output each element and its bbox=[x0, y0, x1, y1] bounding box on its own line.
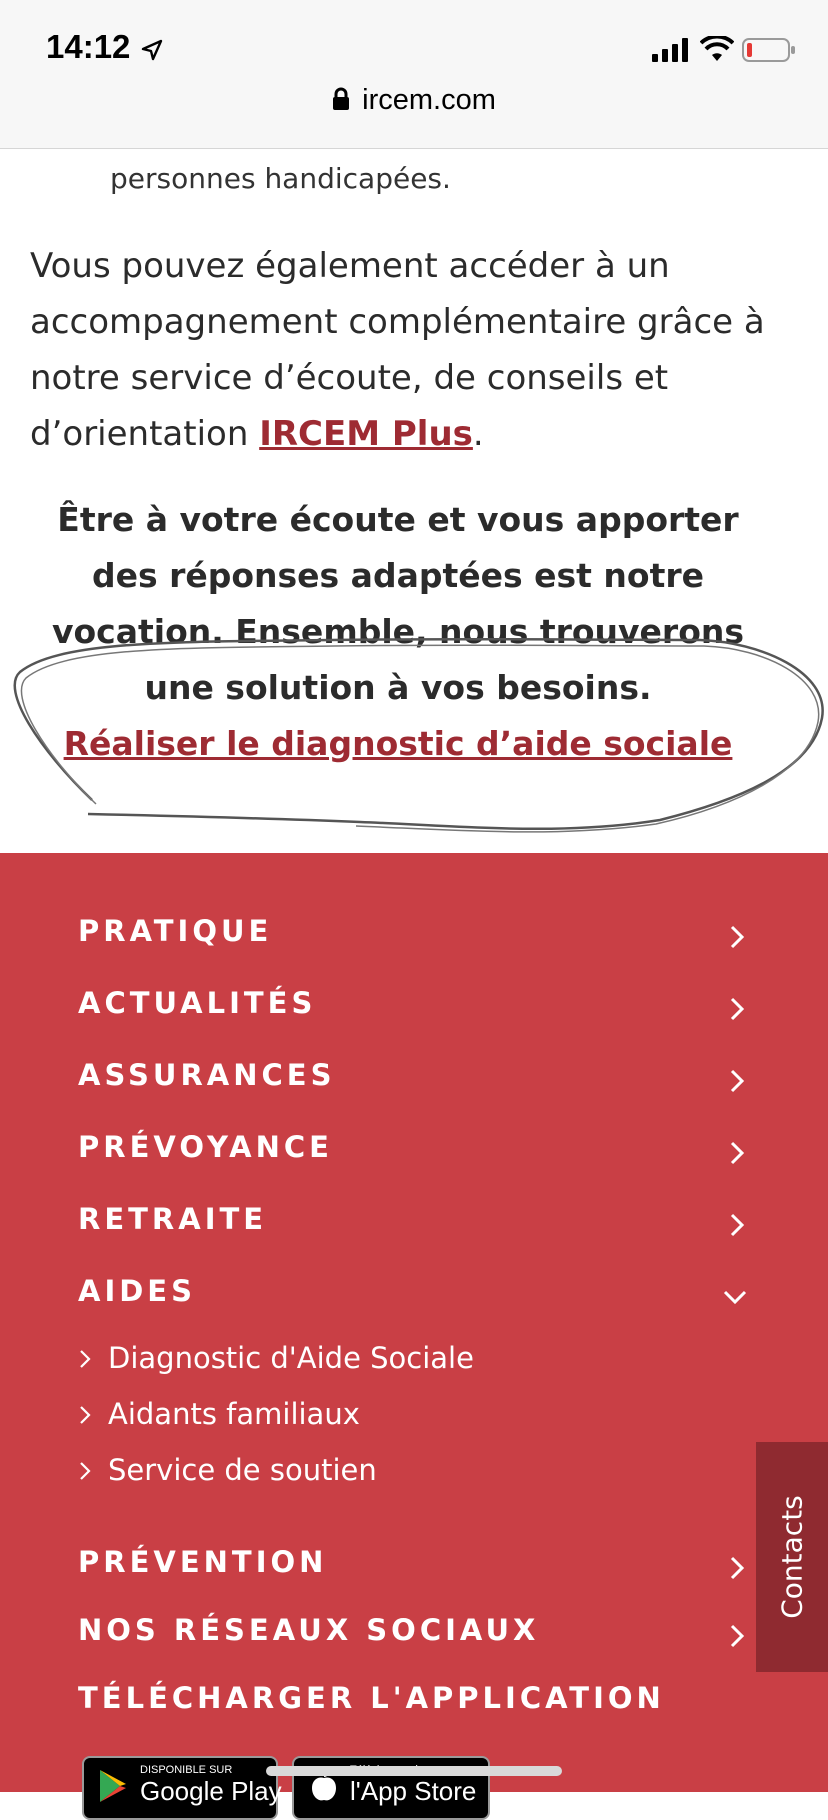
chevron-right-icon bbox=[78, 1405, 92, 1425]
wifi-icon bbox=[700, 36, 734, 62]
home-indicator[interactable] bbox=[266, 1766, 562, 1776]
contacts-side-tab[interactable] bbox=[756, 1442, 828, 1672]
menu-item-label: AIDES bbox=[78, 1274, 197, 1308]
chevron-right-icon bbox=[726, 1212, 748, 1238]
info-paragraph bbox=[30, 238, 790, 462]
menu-item-retraite[interactable] bbox=[78, 1194, 748, 1250]
clock-time: 14:12 bbox=[46, 28, 131, 65]
submenu-item-label: Aidants familiaux bbox=[108, 1397, 360, 1431]
footer-menu bbox=[0, 853, 828, 1792]
download-app-label: TÉLÉCHARGER L'APPLICATION bbox=[78, 1681, 665, 1715]
chevron-down-icon bbox=[722, 1286, 748, 1308]
menu-item-assurances[interactable] bbox=[78, 1050, 748, 1106]
browser-status-bar bbox=[0, 0, 828, 149]
google-badge-caption: DISPONIBLE SUR bbox=[140, 1764, 233, 1776]
google-play-icon bbox=[96, 1768, 132, 1804]
menu-item-pratique[interactable] bbox=[78, 906, 748, 962]
submenu-item-label: Diagnostic d'Aide Sociale bbox=[108, 1341, 474, 1375]
menu-item-actualites[interactable] bbox=[78, 978, 748, 1034]
partial-list-text: personnes handicapées. bbox=[110, 162, 451, 195]
chevron-right-icon bbox=[78, 1461, 92, 1481]
diagnostic-link[interactable]: Réaliser le diagnostic d’aide sociale bbox=[63, 724, 733, 763]
submenu-item-label: Service de soutien bbox=[108, 1453, 377, 1487]
address-bar[interactable] bbox=[0, 84, 828, 117]
menu-item-aides[interactable] bbox=[78, 1266, 748, 1322]
chevron-right-icon bbox=[726, 996, 748, 1022]
submenu-item-diagnostic[interactable] bbox=[78, 1337, 578, 1385]
submenu-item-aidants[interactable] bbox=[78, 1393, 578, 1441]
menu-item-label: RETRAITE bbox=[78, 1202, 268, 1236]
menu-item-reseaux-sociaux[interactable] bbox=[78, 1605, 748, 1661]
chevron-right-icon bbox=[726, 1555, 748, 1581]
info-paragraph-end: . bbox=[472, 414, 484, 454]
google-badge-title: Google Play bbox=[140, 1776, 282, 1806]
cellular-signal-icon bbox=[652, 38, 690, 62]
menu-item-label: ASSURANCES bbox=[78, 1058, 336, 1092]
address-bar-url: ircem.com bbox=[362, 84, 496, 116]
submenu-item-soutien[interactable] bbox=[78, 1449, 578, 1497]
chevron-right-icon bbox=[726, 1068, 748, 1094]
menu-item-prevoyance[interactable] bbox=[78, 1122, 748, 1178]
menu-item-label: PRÉVOYANCE bbox=[78, 1130, 333, 1164]
info-paragraph-text: Vous pouvez également accéder à un accompagnement complémentaire grâce à notre service d’écoute, de conseils et d’orientation bbox=[30, 246, 765, 454]
ircem-plus-link[interactable]: IRCEM Plus bbox=[259, 414, 473, 454]
vocation-statement: Être à votre écoute et vous apporter des réponses adaptées est notre vocation. Ensemble, nous trouverons une solution à vos besoins. bbox=[51, 500, 745, 707]
menu-item-label: ACTUALITÉS bbox=[78, 986, 317, 1020]
lock-icon bbox=[332, 87, 350, 111]
contacts-tab-label: Contacts bbox=[775, 1495, 809, 1619]
battery-low-icon bbox=[742, 36, 796, 64]
menu-item-label: NOS RÉSEAUX SOCIAUX bbox=[78, 1613, 540, 1647]
menu-item-prevention[interactable] bbox=[78, 1537, 748, 1593]
apple-badge-title: l'App Store bbox=[350, 1776, 477, 1806]
chevron-right-icon bbox=[726, 1623, 748, 1649]
download-app-heading bbox=[78, 1673, 748, 1729]
location-arrow-icon bbox=[140, 38, 164, 62]
menu-item-label: PRATIQUE bbox=[78, 914, 273, 948]
menu-item-label: PRÉVENTION bbox=[78, 1545, 328, 1579]
chevron-right-icon bbox=[726, 1140, 748, 1166]
chevron-right-icon bbox=[78, 1349, 92, 1369]
google-play-badge[interactable] bbox=[82, 1756, 282, 1820]
chevron-right-icon bbox=[726, 924, 748, 950]
